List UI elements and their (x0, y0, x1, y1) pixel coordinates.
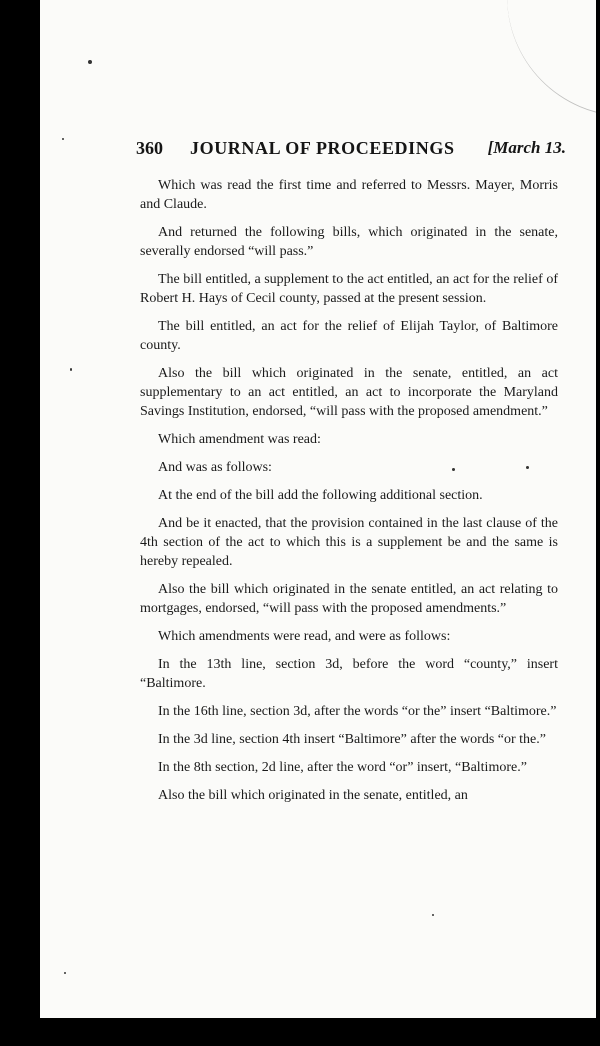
paragraph: In the 8th section, 2d line, after the word “or” insert, “Baltimore.” (158, 760, 527, 775)
journal-page (40, 0, 596, 1018)
paragraph: Also the bill which originated in the senate, entitled, an (158, 788, 468, 803)
paragraph: Also the bill which originated in the senate, entitled, an act supplementary to an act entitled, an act to incorporate the Maryland Savings Institution, endorsed, “will pass with the proposed amendment.” (140, 366, 558, 419)
paragraph: Which amendments were read, and were as follows: (158, 629, 451, 644)
running-title: JOURNAL OF PROCEEDINGS (190, 138, 455, 158)
page-header (136, 138, 566, 162)
page-number: 360 (136, 138, 163, 158)
ink-speck (526, 466, 529, 469)
paragraph: The bill entitled, an act for the relief of Elijah Taylor, of Baltimore county. (140, 319, 558, 353)
paragraph: At the end of the bill add the following additional section. (158, 488, 483, 503)
paragraph: In the 3d line, section 4th insert “Baltimore” after the words “or the.” (158, 732, 546, 747)
paragraph: The bill entitled, a supplement to the act entitled, an act for the relief of Robert H. Hays of Cecil county, passed at the present session. (140, 272, 558, 306)
page-fold-curve (485, 0, 596, 114)
paragraph: And returned the following bills, which originated in the senate, severally endorsed “will pass.” (140, 225, 558, 259)
paragraph: Also the bill which originated in the senate entitled, an act relating to mortgages, endorsed, “will pass with the proposed amendments.” (140, 582, 558, 616)
paragraph: In the 13th line, section 3d, before the word “county,” insert “Baltimore. (140, 657, 558, 691)
header-date: [March 13. (487, 138, 566, 157)
paragraph: In the 16th line, section 3d, after the words “or the” insert “Baltimore.” (158, 704, 557, 719)
paragraph: Which was read the first time and referred to Messrs. Mayer, Morris and Claude. (140, 178, 558, 212)
journal-text (140, 176, 558, 805)
ink-speck (64, 972, 66, 974)
paragraph: And was as follows: (158, 460, 272, 475)
paragraph: And be it enacted, that the provision contained in the last clause of the 4th section of the act to which this is a supplement be and the same is hereby repealed. (140, 516, 558, 569)
paragraph: Which amendment was read: (158, 432, 321, 447)
ink-speck (88, 60, 92, 64)
ink-speck (452, 468, 455, 471)
ink-speck (62, 138, 64, 140)
ink-speck (432, 914, 434, 916)
ink-speck (70, 368, 72, 371)
